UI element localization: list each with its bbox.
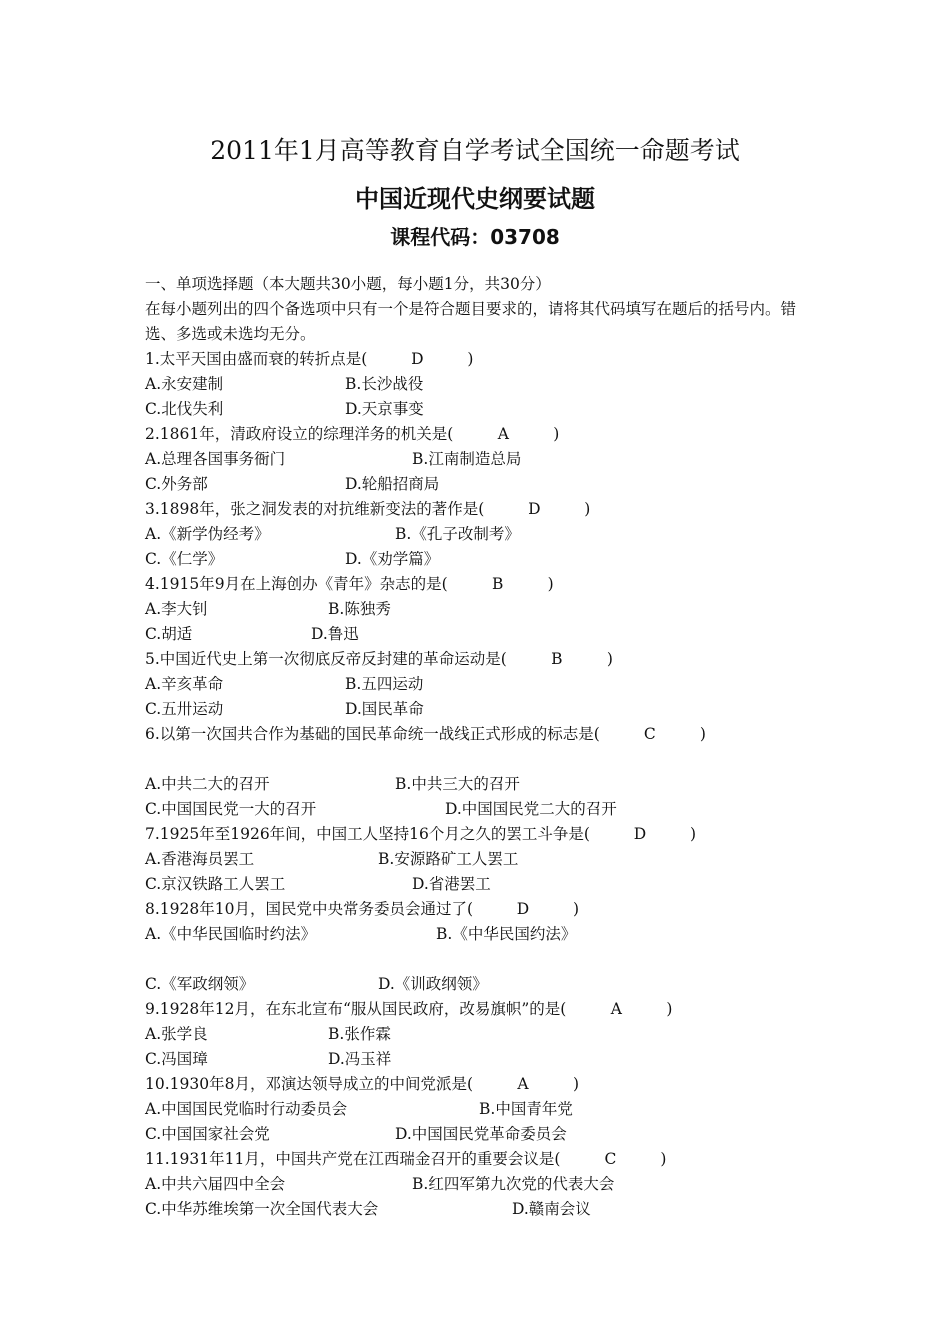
option-c: C.京汉铁路工人罢工 <box>145 875 286 893</box>
answer-letter: C <box>604 1150 617 1168</box>
option-b: B.中共三大的召开 <box>395 775 520 793</box>
answer-letter: A <box>517 1075 529 1093</box>
answer-letter: C <box>643 725 656 743</box>
question-stem: 7.1925年至1926年间，中国工人坚持16个月之久的罢工斗争是( D ) <box>145 822 815 847</box>
option-d: D.轮船招商局 <box>345 475 440 493</box>
blank-line <box>145 947 815 972</box>
question-stem: 4.1915年9月在上海创办《青年》杂志的是( B ) <box>145 572 815 597</box>
option-d: D.国民革命 <box>345 700 424 718</box>
question-stem: 11.1931年11月，中国共产党在江西瑞金召开的重要会议是( C ) <box>145 1147 815 1172</box>
answer-letter: B <box>491 575 504 593</box>
question-stem: 9.1928年12月，在东北宣布“服从国民政府，改易旗帜”的是( A ) <box>145 997 815 1022</box>
options-row <box>145 847 815 872</box>
subject-title: 中国近现代史纲要试题 <box>355 185 595 213</box>
option-d: D.中国国民党革命委员会 <box>395 1125 567 1143</box>
option-a: A.《中华民国临时约法》 <box>145 925 317 943</box>
answer-letter: D <box>411 350 424 368</box>
options-row <box>145 1022 815 1047</box>
option-a: A.张学良 <box>145 1025 208 1043</box>
section-instruction: 在每小题列出的四个备选项中只有一个是符合题目要求的，请将其代码填写在题后的括号内。错选、多选或未选均无分。 <box>145 300 797 343</box>
answer-letter: A <box>610 1000 622 1018</box>
options-row <box>145 1122 815 1147</box>
option-c: C.《仁学》 <box>145 550 224 568</box>
option-c: C.中华苏维埃第一次全国代表大会 <box>145 1200 379 1218</box>
option-c: C.中国国家社会党 <box>145 1125 270 1143</box>
answer-letter: D <box>528 500 541 518</box>
option-c: C.《军政纲领》 <box>145 975 255 993</box>
option-a: A.李大钊 <box>145 600 208 618</box>
options-row <box>145 597 815 622</box>
option-a: A.中共二大的召开 <box>145 775 270 793</box>
option-d: D.省港罢工 <box>412 875 491 893</box>
question-stem: 6.以第一次国共合作为基础的国民革命统一战线正式形成的标志是( C ) <box>145 722 815 747</box>
option-b: B.陈独秀 <box>328 600 391 618</box>
options-row <box>145 547 815 572</box>
answer-letter: A <box>497 425 509 443</box>
answer-letter: B <box>551 650 563 668</box>
option-b: B.张作霖 <box>328 1025 391 1043</box>
option-d: D.鲁迅 <box>311 625 359 643</box>
exam-title: 2011年1月高等教育自学考试全国统一命题考试 <box>210 136 740 165</box>
option-a: A.辛亥革命 <box>145 675 224 693</box>
question-stem: 10.1930年8月，邓演达领导成立的中间党派是( A ) <box>145 1072 815 1097</box>
option-a: A.香港海员罢工 <box>145 850 255 868</box>
option-b: B.安源路矿工人罢工 <box>378 850 519 868</box>
option-b: B.《中华民国约法》 <box>436 925 577 943</box>
options-row <box>145 797 815 822</box>
option-c: C.冯国璋 <box>145 1050 208 1068</box>
option-c: C.五卅运动 <box>145 700 224 718</box>
option-a: A.永安建制 <box>145 375 224 393</box>
option-a: A.中国国民党临时行动委员会 <box>145 1100 348 1118</box>
option-b: B.江南制造总局 <box>412 450 522 468</box>
question-stem: 1.太平天国由盛而衰的转折点是( D ) <box>145 347 815 372</box>
options-row <box>145 1197 815 1222</box>
options-row <box>145 372 815 397</box>
options-row <box>145 1172 815 1197</box>
question-stem: 2.1861年，清政府设立的综理洋务的机关是( A ) <box>145 422 815 447</box>
options-row <box>145 922 815 947</box>
question-stem: 5.中国近代史上第一次彻底反帝反封建的革命运动是( B ) <box>145 647 815 672</box>
answer-letter: D <box>516 900 530 918</box>
option-a: A.中共六届四中全会 <box>145 1175 286 1193</box>
option-a: A.《新学伪经考》 <box>145 525 270 543</box>
exam-content <box>145 272 815 1222</box>
option-d: D.赣南会议 <box>512 1200 591 1218</box>
option-c: C.中国国民党一大的召开 <box>145 800 317 818</box>
options-row <box>145 522 815 547</box>
option-b: B.中国青年党 <box>479 1100 573 1118</box>
options-row <box>145 672 815 697</box>
option-d: D.《训政纲领》 <box>378 975 488 993</box>
options-row <box>145 622 815 647</box>
option-c: C.北伐失利 <box>145 400 224 418</box>
options-row <box>145 772 815 797</box>
options-row <box>145 1047 815 1072</box>
option-b: B.长沙战役 <box>345 375 424 393</box>
section-heading: 一、单项选择题（本大题共30小题，每小题1分，共30分） <box>145 275 551 293</box>
option-c: C.外务部 <box>145 475 208 493</box>
course-code: 课程代码：03708 <box>390 225 560 249</box>
options-row <box>145 872 815 897</box>
option-d: D.中国国民党二大的召开 <box>445 800 617 818</box>
options-row <box>145 1097 815 1122</box>
option-c: C.胡适 <box>145 625 193 643</box>
options-row <box>145 472 815 497</box>
option-a: A.总理各国事务衙门 <box>145 450 286 468</box>
question-stem: 8.1928年10月，国民党中央常务委员会通过了( D ) <box>145 897 815 922</box>
options-row <box>145 397 815 422</box>
option-d: D.冯玉祥 <box>328 1050 392 1068</box>
question-stem: 3.1898年，张之洞发表的对抗维新变法的著作是( D ) <box>145 497 815 522</box>
options-row <box>145 972 815 997</box>
options-row <box>145 697 815 722</box>
options-row <box>145 447 815 472</box>
option-d: D.天京事变 <box>345 400 424 418</box>
blank-line <box>145 747 815 772</box>
option-b: B.红四军第九次党的代表大会 <box>412 1175 615 1193</box>
option-b: B.《孔子改制考》 <box>395 525 520 543</box>
answer-letter: D <box>633 825 647 843</box>
option-d: D.《劝学篇》 <box>345 550 440 568</box>
option-b: B.五四运动 <box>345 675 424 693</box>
